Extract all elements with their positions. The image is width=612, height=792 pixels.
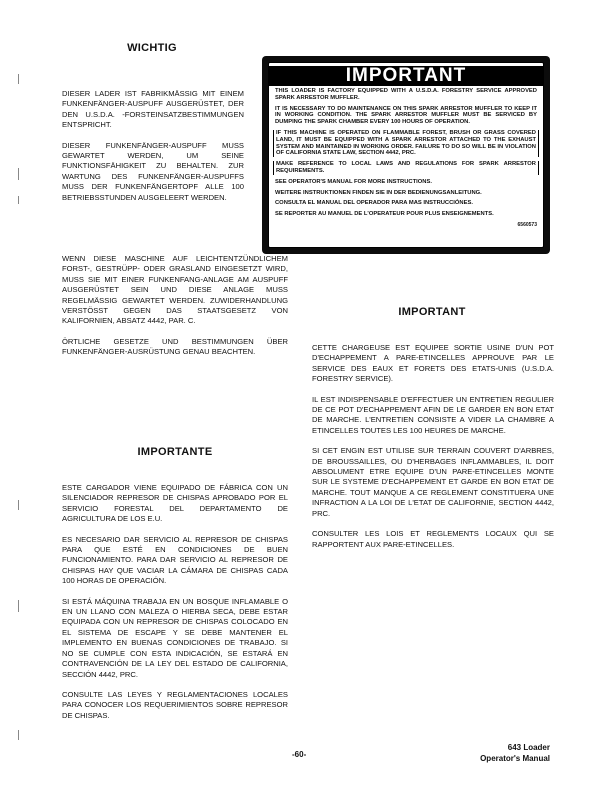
decal-paragraph-4: MAKE REFERENCE TO LOCAL LAWS AND REGULATIONS FOR SPARK ARRESTOR REQUIREMENTS. xyxy=(273,161,539,175)
german-heading: WICHTIG xyxy=(127,42,177,54)
decal-paragraph-6: WEITERE INSTRUKTIONEN FINDEN SIE IN DER BEDIENUNGSANLEITUNG. xyxy=(275,189,482,196)
decal-paragraph-5: SEE OPERATOR'S MANUAL FOR MORE INSTRUCTIONS. xyxy=(275,178,432,185)
french-paragraph-2: IL EST INDISPENSABLE D'EFFECTUER UN ENTRETIEN REGULIER DE CE POT D'ECHAPPEMENT AFIN DE LE GARDER EN BON ETAT DE MARCHE. L'ENTRETIEN CONSISTE A VIDER LA CHAMBRE A ETINCELLES TOUTES LES 100 HEURES DE MARCHE. xyxy=(312,394,554,435)
decal-paragraph-7: CONSULTA EL MANUAL DEL OPERADOR PARA MAS INSTRUCCIÓNES. xyxy=(275,200,473,207)
spanish-paragraph-3: SI ESTÁ MÁQUINA TRABAJA EN UN BOSQUE INFLAMABLE O EN UN LLANO CON MALEZA O HIERBA SECA, DEBE ESTAR EQUIPADA CON UN REPRESOR DE CHISPAS COLOCADO EN EL SISTEMA DE ESCAPE Y SE DEBE MANTENER EL IMPLEMENTO EN BUENAS CONDICIONES DE TRABAJO. SI NO SE CUMPLE CON ESTA INDICACIÓN, SE ESTARÁ EN CONTRAVENCIÓN DE LA LEY DEL ESTADO DE CALIFORNIA, SECCIÓN 4442, PRC. xyxy=(62,596,288,679)
decal-paragraph-1: THIS LOADER IS FACTORY EQUIPPED WITH A U.S.D.A. FORESTRY SERVICE APPROVED SPARK ARRESTOR MUFFLER. xyxy=(275,88,537,101)
margin-mark xyxy=(18,500,19,510)
page-number: -60- xyxy=(292,750,307,759)
spanish-paragraph-4: CONSULTE LAS LEYES Y REGLAMENTACIONES LOCALES PARA CONOCER LOS REQUERIMIENTOS SOBRE REPRESOR DE CHISPAS. xyxy=(62,689,288,720)
spanish-section xyxy=(62,483,288,731)
german-paragraph-3: WENN DIESE MASCHINE AUF LEICHTENTZÜNDLICHEM FORST-, GESTRÜPP- ODER GRASLAND EINGESETZT WIRD, MUSS SIE MIT EINER FUNKENFANG-ANLAGE AM AUSPUFF AUSGERÜSTET SEIN UND DIESE ANLAGE MUSS REGELMÄSSIG GEWARTET WERDEN. ZUWIDERHANDLUNG VERSTÖSST GEGEN DAS STAATSGESETZ VON KALIFORNIEN, ABSATZ 4442, PAR. C. xyxy=(62,254,288,326)
french-heading: IMPORTANT xyxy=(398,306,466,318)
margin-mark xyxy=(18,600,19,612)
decal-part-number: 6560573 xyxy=(517,221,537,228)
spanish-heading: IMPORTANTE xyxy=(137,446,213,458)
decal-paragraph-2: IT IS NECESSARY TO DO MAINTENANCE ON THIS SPARK ARRESTOR MUFFLER TO KEEP IT IN WORKING CONDITION. THE SPARK ARRESTOR MUFFLER MUST BE SERVICED BY DUMPING THE SPARK CHAMBER EVERY 100 HOURS OF OPERATION. xyxy=(275,105,537,126)
footer-manual: Operator's Manual xyxy=(480,754,550,763)
french-section xyxy=(312,343,554,560)
french-paragraph-1: CETTE CHARGEUSE EST EQUIPEE SORTIE USINE D'UN POT D'ECHAPPEMENT A PARE-ETINCELLES APPROUVE PAR LE SERVICE DES EAUX ET FORETS DES ETATS-UNIS (U.S.D.A. FORESTRY SERVICE). xyxy=(312,343,554,384)
french-paragraph-3: SI CET ENGIN EST UTILISE SUR TERRAIN COUVERT D'ARBRES, DE BROUSSAILLES, OU D'HERBAGES INFLAMMABLES, IL DOIT ABSOLUMENT ETRE EQUIPE D'UN PARE-ETINCELLES MONTE SUR LE SYSTEME D'ECHAPPEMENT ET GARDE EN BON ETAT DE MARCHE. TOUT MANQUE A CE REGLEMENT CONSTITUERA UNE INFRACTION A LA LOI DE L'ETAT DE CALIFORNIE, SECTION 4442, PRC. xyxy=(312,446,554,518)
german-section-continued xyxy=(62,254,288,368)
german-paragraph-2: DIESER FUNKENFÄNGER-AUSPUFF MUSS GEWARTET WERDEN, UM SEINE FUNKTIONSFÄHIGKEIT ZU BEHALTEN. ZUR WARTUNG DES FUNKENFÄNGER-AUSPUFFS MUSS DER FUNKENFÄNGERTOPF ALLE 100 BETRIEBSSTUNDEN AUSGELEERT WERDEN. xyxy=(62,140,244,202)
footer-model: 643 Loader xyxy=(507,743,550,752)
decal-paragraph-8: SE REPORTER AU MANUEL DE L'OPERATEUR POUR PLUS ENSEIGNEMENTS. xyxy=(275,211,494,218)
spanish-paragraph-1: ESTE CARGADOR VIENE EQUIPADO DE FÁBRICA CON UN SILENCIADOR REPRESOR DE CHISPAS APROBADO POR EL SERVICIO FORESTAL DEL DEPARTAMENTO DE AGRICULTURA DE LOS E.U. xyxy=(62,483,288,524)
important-decal xyxy=(262,56,550,254)
margin-mark xyxy=(18,196,19,204)
german-paragraph-1: DIESER LADER IST FABRIKMÄSSIG MIT EINEM FUNKENFÄNGER-AUSPUFF AUSGERÜSTET, DER DEN U.S.D.A. -FORSTEINSATZBESTIMMUNGEN ENTSPRICHT. xyxy=(62,89,244,130)
margin-mark xyxy=(18,74,19,84)
margin-mark xyxy=(18,168,19,180)
german-section xyxy=(62,89,244,213)
decal-paragraph-3: IF THIS MACHINE IS OPERATED ON FLAMMABLE FOREST, BRUSH OR GRASS COVERED LAND, IT MUST BE EQUIPPED WITH A SPARK ARRESTOR ATTACHED TO THE EXHAUST SYSTEM AND MAINTAINED IN WORKING ORDER. FAILURE TO DO SO WILL BE IN VIOLATION OF CALIFORNIA STATE LAW, SECTION 4442, PRC. xyxy=(273,130,539,157)
french-paragraph-4: CONSULTER LES LOIS ET REGLEMENTS LOCAUX QUI SE RAPPORTENT AUX PARE-ETINCELLES. xyxy=(312,529,554,549)
spanish-paragraph-2: ES NECESARIO DAR SERVICIO AL REPRESOR DE CHISPAS PARA QUE ESTÉ EN CONDICIONES DE BUEN FUNCIONAMIENTO. PARA DAR SERVICIO AL REPRESOR DE CHISPAS HAY QUE VACIAR LA CÁMARA DE CHISPAS CADA 100 HORAS DE OPERACIÓN. xyxy=(62,534,288,586)
german-paragraph-4: ÖRTLICHE GESETZE UND BESTIMMUNGEN ÜBER FUNKENFÄNGER-AUSRÜSTUNG GENAU BEACHTEN. xyxy=(62,336,288,357)
decal-title: IMPORTANT xyxy=(269,66,543,86)
margin-mark xyxy=(18,730,19,740)
